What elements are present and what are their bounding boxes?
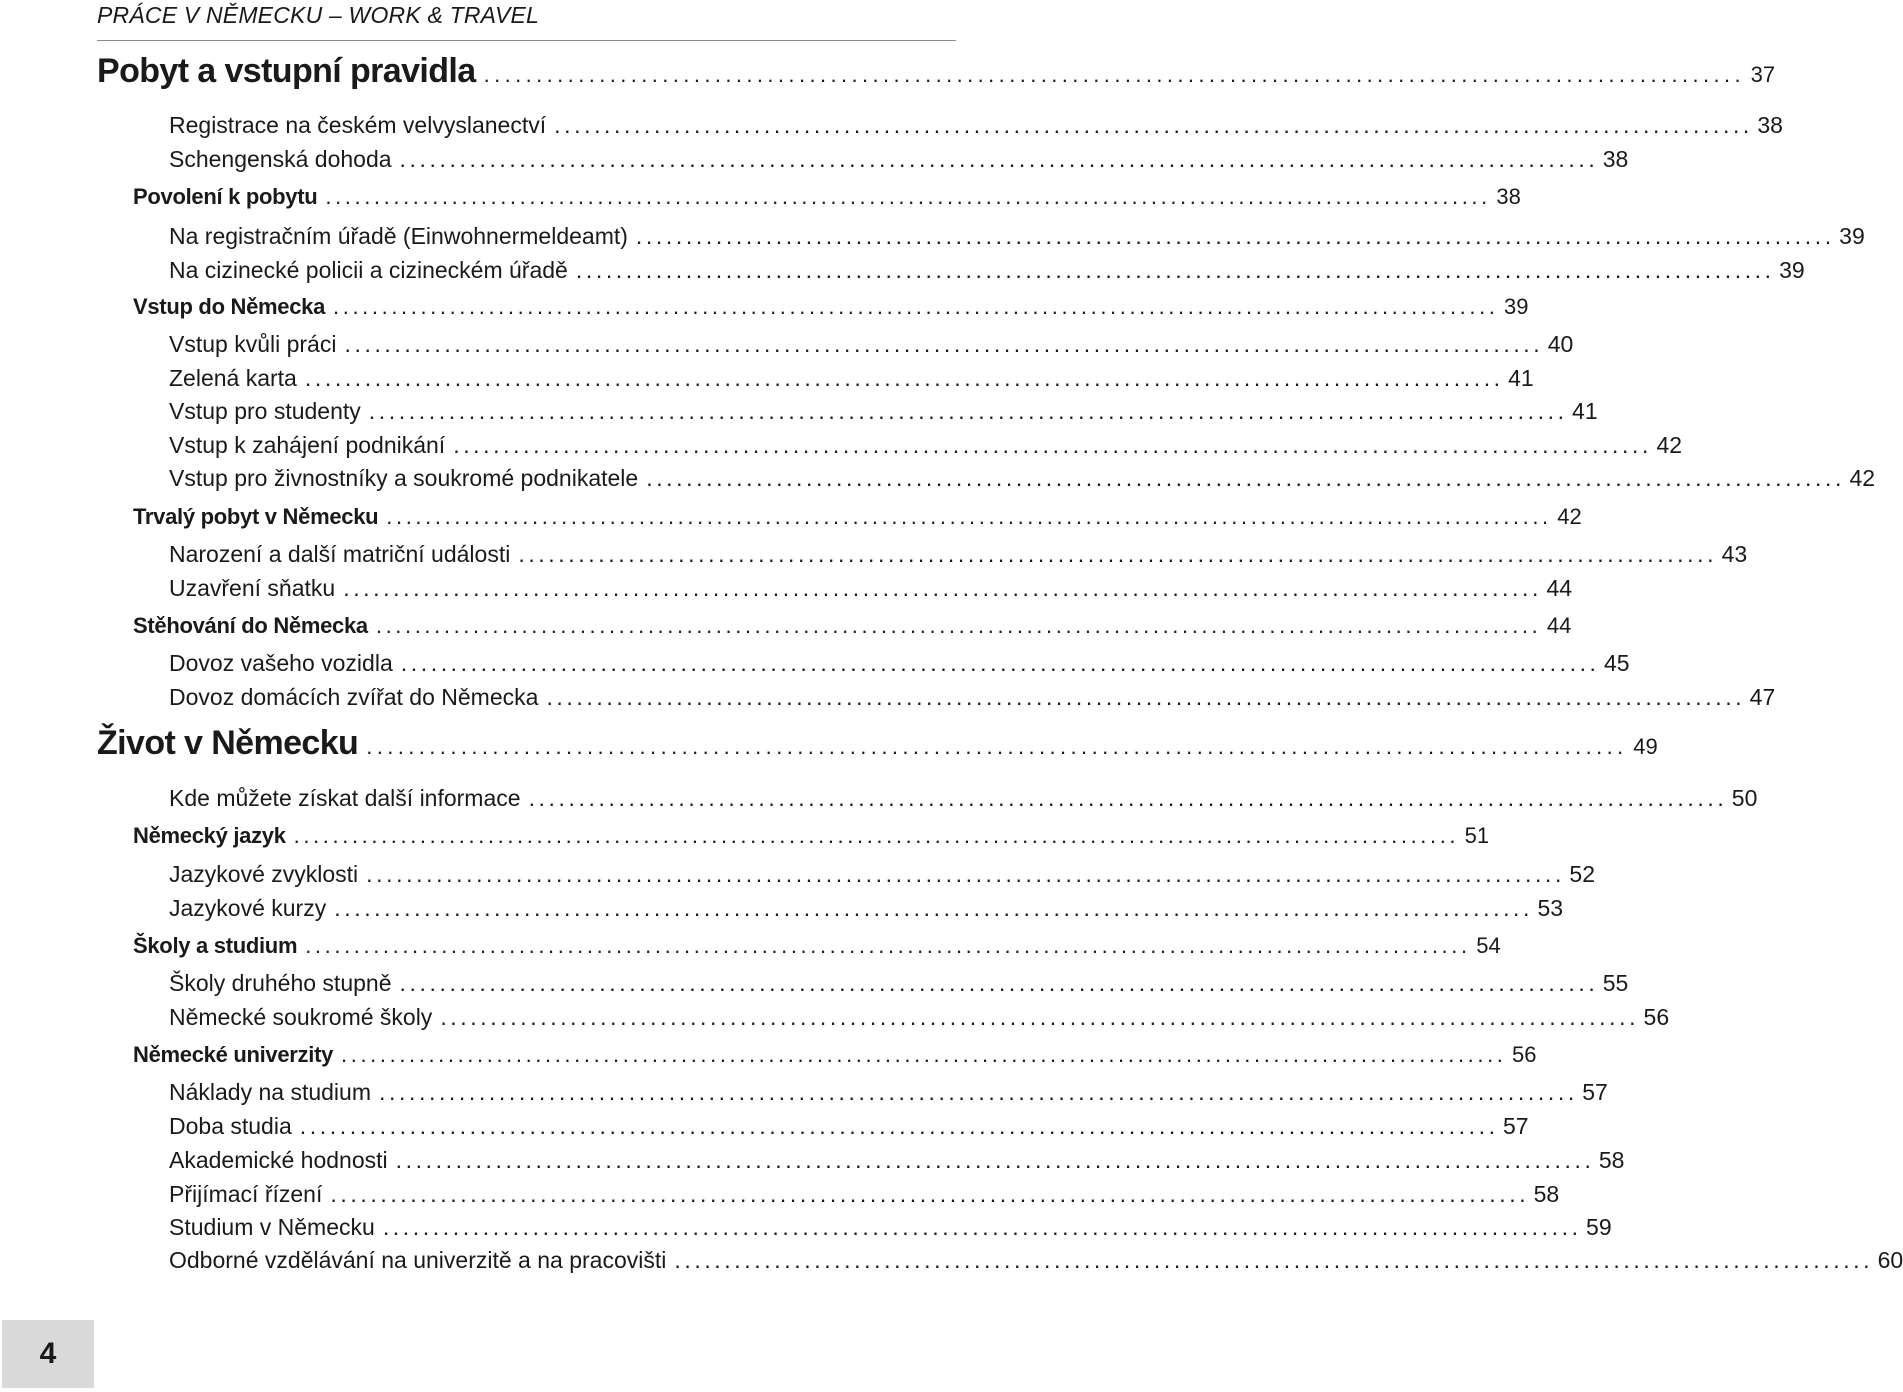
toc-entry-page: 53 bbox=[1537, 895, 1564, 921]
toc-entry-title: Německé univerzity bbox=[133, 1042, 334, 1067]
dot-leader: ........................................................................................................................ bbox=[325, 184, 1491, 209]
toc-entry-page: 59 bbox=[1586, 1214, 1612, 1240]
toc-entry-page: 52 bbox=[1569, 861, 1595, 887]
toc-entry-title: Odborné vzdělávání na univerzitě a na pracovišti bbox=[169, 1247, 667, 1273]
toc-entry-title: Studium v Německu bbox=[169, 1214, 375, 1240]
toc-entry-page: 57 bbox=[1582, 1079, 1608, 1105]
toc-entry[interactable] bbox=[169, 785, 1758, 812]
dot-leader: ........................................................................................................................ bbox=[344, 331, 1544, 357]
toc-entry[interactable] bbox=[133, 613, 1572, 639]
toc-entry[interactable] bbox=[169, 398, 1598, 425]
toc-entry-title: Německé soukromé školy bbox=[169, 1004, 433, 1030]
toc-entry[interactable] bbox=[133, 933, 1501, 959]
toc-entry-title: Náklady na studium bbox=[169, 1079, 371, 1105]
toc-entry[interactable] bbox=[133, 294, 1529, 320]
dot-leader: ........................................................................................................................ bbox=[382, 1214, 1582, 1240]
toc-entry-title: Vstup kvůli práci bbox=[169, 331, 337, 357]
toc-entry-page: 50 bbox=[1731, 785, 1758, 811]
toc-entry-title: Schengenská dohoda bbox=[169, 146, 392, 172]
toc-entry-page: 55 bbox=[1602, 970, 1629, 996]
toc-entry-page: 58 bbox=[1598, 1147, 1625, 1173]
toc-entry-title: Akademické hodnosti bbox=[169, 1147, 388, 1173]
toc-entry-page: 38 bbox=[1757, 112, 1783, 138]
toc-entry[interactable] bbox=[169, 1214, 1612, 1241]
toc-entry-title: Registrace na českém velvyslanectví bbox=[169, 112, 547, 138]
toc-entry-title: Na cizinecké policii a cizineckém úřadě bbox=[169, 257, 568, 283]
toc-entry-title: Dovoz vašeho vozidla bbox=[169, 650, 393, 676]
dot-leader: ........................................................................................................................ bbox=[368, 398, 1568, 424]
toc-entry-title: Dovoz domácích zvířat do Německa bbox=[169, 684, 539, 710]
toc-entry[interactable] bbox=[169, 465, 1876, 492]
toc-entry[interactable] bbox=[169, 1181, 1560, 1208]
dot-leader: ........................................................................................................................ bbox=[293, 823, 1460, 848]
toc-entry-title: Přijímací řízení bbox=[169, 1181, 323, 1207]
toc-entry-page: 39 bbox=[1779, 257, 1805, 283]
toc-entry-page: 54 bbox=[1476, 933, 1501, 958]
page-number-box bbox=[2, 1320, 94, 1388]
dot-leader: ........................................................................................................................ bbox=[333, 294, 1499, 319]
dot-leader: ........................................................................................................................ bbox=[379, 1079, 1578, 1105]
toc-entry-page: 44 bbox=[1546, 613, 1572, 638]
toc-entry-page: 39 bbox=[1504, 294, 1529, 319]
toc-entry-title: Stěhování do Německa bbox=[133, 613, 368, 638]
toc-entry-page: 60 bbox=[1877, 1247, 1903, 1273]
dot-leader: ........................................................................................................................ bbox=[366, 861, 1565, 887]
toc-entry[interactable] bbox=[169, 365, 1534, 392]
toc-entry-title: Uzavření sňatku bbox=[169, 575, 336, 601]
toc-entry-page: 40 bbox=[1547, 331, 1574, 357]
toc-entry[interactable] bbox=[169, 146, 1629, 173]
toc-entry-page: 56 bbox=[1512, 1042, 1537, 1067]
running-header: PRÁCE V NĚMECKU – WORK & TRAVEL bbox=[97, 2, 540, 28]
toc-entry-page: 41 bbox=[1572, 398, 1598, 424]
toc-entry-title: Narození a další matriční události bbox=[169, 541, 511, 567]
page-number: 4 bbox=[39, 1337, 57, 1370]
toc-entry[interactable] bbox=[169, 1079, 1608, 1106]
dot-leader: ........................................................................................................................ bbox=[518, 541, 1718, 567]
toc-entry-title: Vstup k zahájení podnikání bbox=[169, 432, 446, 458]
toc-entry[interactable] bbox=[169, 223, 1865, 250]
toc-entry[interactable] bbox=[169, 257, 1805, 284]
toc-entry-page: 58 bbox=[1533, 1181, 1560, 1207]
toc-entry-page: 49 bbox=[1633, 734, 1658, 759]
dot-leader: ........................................................................................................................ bbox=[453, 432, 1653, 458]
dot-leader: ........................................................................................................................ bbox=[400, 650, 1600, 676]
toc-entry-title: Kde můžete získat další informace bbox=[169, 785, 521, 811]
dot-leader: ........................................................................................................................ bbox=[330, 1181, 1530, 1207]
toc-entry-title: Na registračním úřadě (Einwohnermeldeamt) bbox=[169, 223, 628, 249]
toc-entry-page: 43 bbox=[1721, 541, 1748, 567]
toc-entry[interactable] bbox=[133, 504, 1582, 530]
toc-entry-title: Trvalý pobyt v Německu bbox=[133, 504, 379, 529]
dot-leader: ........................................................................................................................ bbox=[343, 575, 1543, 601]
toc-entry[interactable] bbox=[169, 1247, 1903, 1274]
toc-entry-title: Jazykové zvyklosti bbox=[169, 861, 359, 887]
dot-leader: ........................................................................................................................ bbox=[334, 895, 1534, 921]
dot-leader: ........................................................................................................................ bbox=[299, 1113, 1499, 1139]
toc-entry-page: 51 bbox=[1464, 823, 1490, 848]
toc-entry[interactable] bbox=[169, 970, 1629, 997]
toc-entry-title: Doba studia bbox=[169, 1113, 292, 1139]
dot-leader: ........................................................................................................................ bbox=[399, 146, 1599, 172]
toc-entry-page: 56 bbox=[1643, 1004, 1670, 1030]
toc-entry-title: Vstup pro živnostníky a soukromé podnikatele bbox=[169, 465, 639, 491]
toc-entry[interactable] bbox=[97, 724, 1658, 763]
toc-entry-title: Jazykové kurzy bbox=[169, 895, 327, 921]
toc-entry-title: Školy druhého stupně bbox=[169, 970, 392, 996]
toc-entry[interactable] bbox=[169, 650, 1630, 677]
dot-leader: ........................................................................................................................ bbox=[305, 933, 1471, 958]
toc-entry[interactable] bbox=[169, 1004, 1670, 1031]
toc-entry-page: 42 bbox=[1557, 504, 1582, 529]
toc-entry-page: 42 bbox=[1656, 432, 1683, 458]
dot-leader: ........................................................................................................................ bbox=[386, 504, 1552, 529]
toc-entry-page: 47 bbox=[1749, 684, 1776, 710]
toc-entry-title: Vstup pro studenty bbox=[169, 398, 361, 424]
dot-leader: ........................................................................................................................ bbox=[646, 465, 1846, 491]
dot-leader: ........................................................................................................................ bbox=[440, 1004, 1640, 1030]
toc-entry-title: Vstup do Německa bbox=[133, 294, 326, 319]
toc-entry-title: Zelená karta bbox=[169, 365, 297, 391]
dot-leader: ........................................................................................................................ bbox=[483, 62, 1746, 87]
dot-leader: ........................................................................................................................ bbox=[674, 1247, 1874, 1273]
dot-leader: ........................................................................................................................ bbox=[375, 613, 1542, 638]
toc-entry[interactable] bbox=[169, 895, 1564, 922]
toc-entry[interactable] bbox=[97, 52, 1776, 91]
toc-entry[interactable] bbox=[133, 823, 1490, 849]
toc-entry-title: Život v Německu bbox=[97, 724, 359, 762]
toc-entry-title: Školy a studium bbox=[133, 933, 298, 958]
toc-entry-page: 38 bbox=[1602, 146, 1629, 172]
dot-leader: ........................................................................................................................ bbox=[366, 734, 1628, 759]
toc-entry[interactable] bbox=[169, 541, 1748, 568]
toc-entry-page: 44 bbox=[1546, 575, 1573, 601]
toc-entry-page: 39 bbox=[1839, 223, 1865, 249]
toc-entry-page: 42 bbox=[1849, 465, 1876, 491]
toc-entry[interactable] bbox=[169, 331, 1574, 358]
toc-entry[interactable] bbox=[169, 1113, 1529, 1140]
dot-leader: ........................................................................................................................ bbox=[635, 223, 1835, 249]
toc-entry-page: 45 bbox=[1603, 650, 1630, 676]
toc-entry[interactable] bbox=[133, 184, 1521, 210]
dot-leader: ........................................................................................................................ bbox=[575, 257, 1775, 283]
toc-entry[interactable] bbox=[169, 112, 1783, 139]
toc-entry[interactable] bbox=[169, 1147, 1625, 1174]
dot-leader: ........................................................................................................................ bbox=[528, 785, 1728, 811]
dot-leader: ........................................................................................................................ bbox=[304, 365, 1504, 391]
toc-entry-title: Německý jazyk bbox=[133, 823, 286, 848]
toc-entry-page: 57 bbox=[1502, 1113, 1529, 1139]
toc-entry-title: Povolení k pobytu bbox=[133, 184, 318, 209]
dot-leader: ........................................................................................................................ bbox=[546, 684, 1746, 710]
toc-entry[interactable] bbox=[133, 1042, 1537, 1068]
toc-entry[interactable] bbox=[169, 432, 1683, 459]
dot-leader: ........................................................................................................................ bbox=[395, 1147, 1595, 1173]
toc-entry[interactable] bbox=[169, 861, 1595, 888]
toc-entry[interactable] bbox=[169, 575, 1573, 602]
dot-leader: ........................................................................................................................ bbox=[341, 1042, 1507, 1067]
dot-leader: ........................................................................................................................ bbox=[554, 112, 1753, 138]
toc-entry-title: Pobyt a vstupní pravidla bbox=[97, 52, 476, 90]
toc-entry-page: 38 bbox=[1496, 184, 1521, 209]
toc-entry-page: 37 bbox=[1750, 62, 1776, 87]
dot-leader: ........................................................................................................................ bbox=[399, 970, 1599, 996]
toc-entry-page: 41 bbox=[1508, 365, 1534, 391]
header-divider bbox=[97, 40, 956, 41]
toc-entry[interactable] bbox=[169, 684, 1776, 711]
